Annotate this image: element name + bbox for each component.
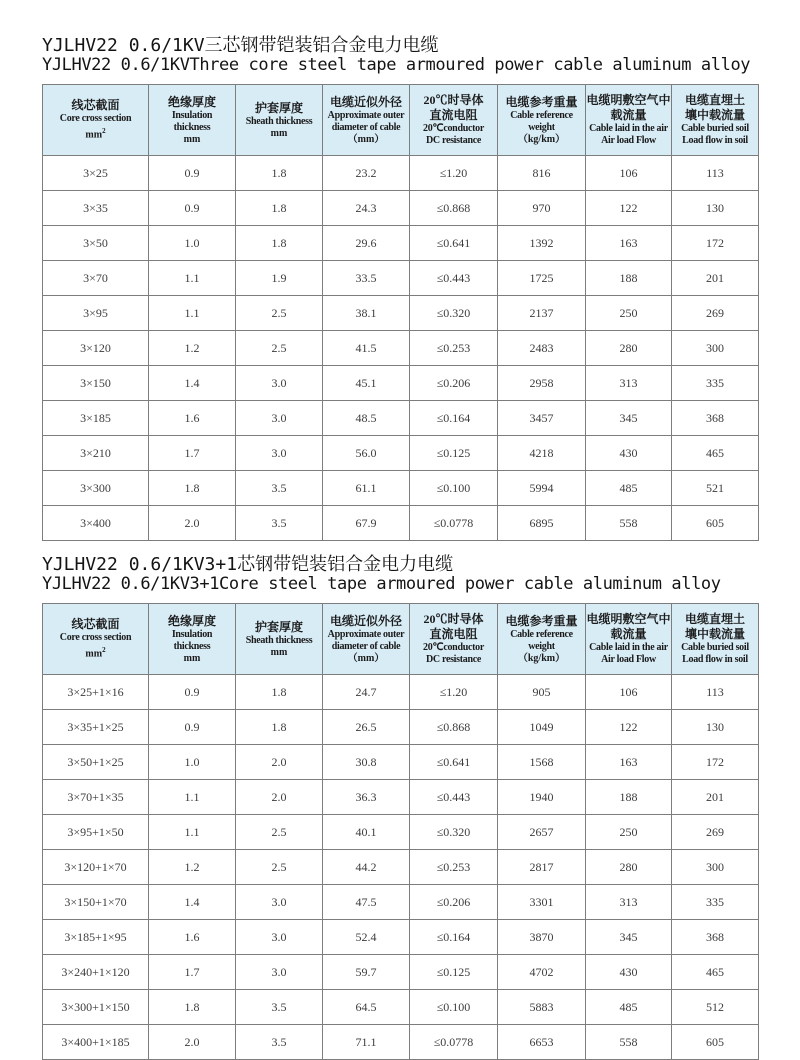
data-cell: 1.1	[149, 261, 236, 296]
data-cell: 3.0	[236, 436, 323, 471]
data-cell: 3.0	[236, 920, 323, 955]
data-cell: 3301	[498, 885, 586, 920]
header-cell: 绝缘厚度 Insulation thickness mm	[149, 604, 236, 675]
header-cell: 电缆直埋土 壤中载流量 Cable buried soil Load flow in soil	[672, 604, 759, 675]
data-cell: 1.6	[149, 401, 236, 436]
table-body	[43, 675, 759, 1060]
data-cell: 345	[586, 920, 672, 955]
data-cell: 1.0	[149, 226, 236, 261]
data-cell: 2.0	[149, 506, 236, 541]
data-cell: 3×95	[43, 296, 149, 331]
table-row	[43, 850, 759, 885]
data-cell: ≤0.164	[410, 401, 498, 436]
data-cell: 1.8	[236, 191, 323, 226]
data-cell: ≤0.868	[410, 191, 498, 226]
data-cell: 45.1	[323, 366, 410, 401]
data-cell: 1.1	[149, 296, 236, 331]
data-cell: 59.7	[323, 955, 410, 990]
data-cell: 3×50+1×25	[43, 745, 149, 780]
table-row	[43, 990, 759, 1025]
data-cell: 1.6	[149, 920, 236, 955]
data-cell: 122	[586, 191, 672, 226]
data-cell: 335	[672, 885, 759, 920]
data-cell: 4218	[498, 436, 586, 471]
data-cell: 521	[672, 471, 759, 506]
data-cell: 48.5	[323, 401, 410, 436]
data-cell: 3.0	[236, 955, 323, 990]
data-cell: 6895	[498, 506, 586, 541]
data-cell: 1.8	[236, 226, 323, 261]
data-cell: 3.0	[236, 366, 323, 401]
header-cell: 20℃时导体 直流电阻 20℃conductor DC resistance	[410, 604, 498, 675]
data-cell: 4702	[498, 955, 586, 990]
data-cell: 201	[672, 780, 759, 815]
table-row	[43, 296, 759, 331]
data-cell: 313	[586, 366, 672, 401]
data-cell: 2657	[498, 815, 586, 850]
data-cell: 24.3	[323, 191, 410, 226]
data-cell: 1049	[498, 710, 586, 745]
header-cell: 电缆直埋土 壤中载流量 Cable buried soil Load flow in soil	[672, 85, 759, 156]
data-cell: 3×25+1×16	[43, 675, 149, 710]
data-cell: 1.9	[236, 261, 323, 296]
data-cell: 40.1	[323, 815, 410, 850]
data-cell: 2.5	[236, 296, 323, 331]
data-cell: 3×120+1×70	[43, 850, 149, 885]
data-cell: 0.9	[149, 675, 236, 710]
data-cell: 465	[672, 436, 759, 471]
data-cell: ≤0.641	[410, 226, 498, 261]
header-cell: 电缆近似外径 Approximate outer diameter of cable （mm）	[323, 604, 410, 675]
data-cell: 30.8	[323, 745, 410, 780]
table-row	[43, 366, 759, 401]
data-cell: 485	[586, 990, 672, 1025]
data-cell: 269	[672, 815, 759, 850]
data-cell: 113	[672, 156, 759, 191]
data-cell: 3×185	[43, 401, 149, 436]
data-cell: 1568	[498, 745, 586, 780]
table2-title-zh: YJLHV22 0.6/1KV3+1芯钢带铠装铝合金电力电缆	[42, 554, 454, 575]
table-row	[43, 506, 759, 541]
data-cell: 71.1	[323, 1025, 410, 1060]
data-cell: 1.0	[149, 745, 236, 780]
data-cell: 1725	[498, 261, 586, 296]
header-cell: 护套厚度 Sheath thickness mm	[236, 85, 323, 156]
data-cell: 1.7	[149, 436, 236, 471]
header-cell: 电缆明敷空气中 载流量 Cable laid in the air Air load Flow	[586, 604, 672, 675]
data-cell: ≤0.443	[410, 780, 498, 815]
data-cell: 300	[672, 331, 759, 366]
data-cell: 3×240+1×120	[43, 955, 149, 990]
data-cell: 1392	[498, 226, 586, 261]
table1-title-zh: YJLHV22 0.6/1KV三芯钢带铠装铝合金电力电缆	[42, 35, 439, 56]
data-cell: 3×95+1×50	[43, 815, 149, 850]
data-cell: 430	[586, 955, 672, 990]
table1-title	[42, 36, 758, 74]
data-cell: 558	[586, 506, 672, 541]
header-cell: 电缆参考重量 Cable reference weight （kg/km）	[498, 604, 586, 675]
data-cell: 3×70	[43, 261, 149, 296]
data-cell: 172	[672, 226, 759, 261]
data-cell: 26.5	[323, 710, 410, 745]
header-cell: 绝缘厚度 Insulation thickness mm	[149, 85, 236, 156]
data-cell: ≤0.868	[410, 710, 498, 745]
data-cell: 3.5	[236, 506, 323, 541]
data-cell: 3×35	[43, 191, 149, 226]
data-cell: 1940	[498, 780, 586, 815]
data-cell: 905	[498, 675, 586, 710]
data-cell: 1.8	[149, 471, 236, 506]
data-cell: ≤0.125	[410, 955, 498, 990]
data-cell: 3.5	[236, 990, 323, 1025]
table-row	[43, 675, 759, 710]
data-cell: 512	[672, 990, 759, 1025]
data-cell: 24.7	[323, 675, 410, 710]
data-cell: 1.8	[236, 710, 323, 745]
data-cell: 2958	[498, 366, 586, 401]
table-row	[43, 780, 759, 815]
data-cell: 3×35+1×25	[43, 710, 149, 745]
data-cell: 3×120	[43, 331, 149, 366]
header-cell: 线芯截面 Core cross section $mm^2$	[43, 604, 149, 675]
data-cell: 465	[672, 955, 759, 990]
data-cell: 3×70+1×35	[43, 780, 149, 815]
data-cell: 47.5	[323, 885, 410, 920]
data-cell: 38.1	[323, 296, 410, 331]
table-row	[43, 331, 759, 366]
data-cell: 3.5	[236, 471, 323, 506]
table-row	[43, 191, 759, 226]
data-cell: 0.9	[149, 156, 236, 191]
data-cell: 122	[586, 710, 672, 745]
data-cell: 33.5	[323, 261, 410, 296]
data-cell: 1.1	[149, 815, 236, 850]
data-cell: 970	[498, 191, 586, 226]
data-cell: 56.0	[323, 436, 410, 471]
data-cell: 188	[586, 261, 672, 296]
table-body	[43, 156, 759, 541]
table-row	[43, 226, 759, 261]
data-cell: 1.7	[149, 955, 236, 990]
table-row	[43, 156, 759, 191]
table-row	[43, 261, 759, 296]
data-cell: 0.9	[149, 191, 236, 226]
data-cell: 3×400+1×185	[43, 1025, 149, 1060]
data-cell: 3×150	[43, 366, 149, 401]
data-cell: 41.5	[323, 331, 410, 366]
data-cell: 106	[586, 156, 672, 191]
table-row	[43, 920, 759, 955]
data-cell: 3.0	[236, 885, 323, 920]
data-cell: 2.0	[236, 745, 323, 780]
data-cell: ≤0.125	[410, 436, 498, 471]
data-cell: 3×400	[43, 506, 149, 541]
data-cell: 3457	[498, 401, 586, 436]
data-cell: ≤0.253	[410, 331, 498, 366]
table-row	[43, 745, 759, 780]
data-cell: 1.8	[236, 675, 323, 710]
table-header	[43, 85, 759, 156]
data-cell: ≤0.320	[410, 815, 498, 850]
data-cell: 106	[586, 675, 672, 710]
data-cell: 430	[586, 436, 672, 471]
data-cell: 558	[586, 1025, 672, 1060]
data-cell: 67.9	[323, 506, 410, 541]
data-cell: 0.9	[149, 710, 236, 745]
table-row	[43, 1025, 759, 1060]
data-cell: 300	[672, 850, 759, 885]
data-cell: 61.1	[323, 471, 410, 506]
table-row	[43, 471, 759, 506]
data-cell: 368	[672, 401, 759, 436]
header-cell: 护套厚度 Sheath thickness mm	[236, 604, 323, 675]
data-cell: 3×300+1×150	[43, 990, 149, 1025]
data-cell: ≤0.100	[410, 990, 498, 1025]
data-cell: 2.0	[236, 780, 323, 815]
data-cell: 335	[672, 366, 759, 401]
data-cell: 368	[672, 920, 759, 955]
table1-title-en: YJLHV22 0.6/1KVThree core steel tape armoured power cable aluminum alloy	[42, 55, 751, 75]
data-cell: 3×25	[43, 156, 149, 191]
data-cell: ≤0.164	[410, 920, 498, 955]
header-cell: 电缆近似外径 Approximate outer diameter of cable （mm）	[323, 85, 410, 156]
data-cell: 52.4	[323, 920, 410, 955]
data-cell: ≤0.443	[410, 261, 498, 296]
table-row	[43, 815, 759, 850]
data-cell: 313	[586, 885, 672, 920]
data-cell: 44.2	[323, 850, 410, 885]
table-row	[43, 436, 759, 471]
data-cell: 605	[672, 1025, 759, 1060]
data-cell: 3×300	[43, 471, 149, 506]
data-cell: 172	[672, 745, 759, 780]
data-cell: 3.5	[236, 1025, 323, 1060]
data-cell: 2483	[498, 331, 586, 366]
data-cell: ≤0.320	[410, 296, 498, 331]
header-cell: 电缆明敷空气中 载流量 Cable laid in the air Air load Flow	[586, 85, 672, 156]
data-cell: 113	[672, 675, 759, 710]
data-cell: 2.5	[236, 331, 323, 366]
data-cell: 3×150+1×70	[43, 885, 149, 920]
data-cell: 345	[586, 401, 672, 436]
data-cell: 2137	[498, 296, 586, 331]
header-cell: 20℃时导体 直流电阻 20℃conductor DC resistance	[410, 85, 498, 156]
table-row	[43, 955, 759, 990]
data-cell: 3×210	[43, 436, 149, 471]
data-cell: ≤1.20	[410, 156, 498, 191]
table-header	[43, 604, 759, 675]
cable-spec-table-3plus1core	[42, 603, 759, 1060]
data-cell: 3×50	[43, 226, 149, 261]
header-cell: 线芯截面 Core cross section $mm^2$	[43, 85, 149, 156]
data-cell: 5994	[498, 471, 586, 506]
data-cell: 201	[672, 261, 759, 296]
data-cell: 2817	[498, 850, 586, 885]
table2-title	[42, 555, 758, 593]
data-cell: 1.2	[149, 850, 236, 885]
data-cell: ≤0.641	[410, 745, 498, 780]
data-cell: 1.8	[236, 156, 323, 191]
data-cell: 5883	[498, 990, 586, 1025]
table-row	[43, 710, 759, 745]
table-row	[43, 401, 759, 436]
header-cell: 电缆参考重量 Cable reference weight （kg/km）	[498, 85, 586, 156]
data-cell: 130	[672, 191, 759, 226]
data-cell: 269	[672, 296, 759, 331]
data-cell: ≤0.100	[410, 471, 498, 506]
data-cell: ≤0.206	[410, 366, 498, 401]
data-cell: 6653	[498, 1025, 586, 1060]
data-cell: 130	[672, 710, 759, 745]
data-cell: 188	[586, 780, 672, 815]
data-cell: 2.5	[236, 850, 323, 885]
data-cell: ≤0.0778	[410, 1025, 498, 1060]
data-cell: ≤0.253	[410, 850, 498, 885]
data-cell: 3.0	[236, 401, 323, 436]
data-cell: 1.8	[149, 990, 236, 1025]
data-cell: 3×185+1×95	[43, 920, 149, 955]
data-cell: ≤1.20	[410, 675, 498, 710]
data-cell: 1.2	[149, 331, 236, 366]
data-cell: 36.3	[323, 780, 410, 815]
data-cell: 250	[586, 296, 672, 331]
data-cell: 250	[586, 815, 672, 850]
data-cell: ≤0.206	[410, 885, 498, 920]
data-cell: 64.5	[323, 990, 410, 1025]
table-row	[43, 885, 759, 920]
data-cell: 2.0	[149, 1025, 236, 1060]
data-cell: 29.6	[323, 226, 410, 261]
data-cell: 2.5	[236, 815, 323, 850]
data-cell: 280	[586, 331, 672, 366]
page	[42, 0, 758, 1060]
data-cell: 23.2	[323, 156, 410, 191]
table2-title-en: YJLHV22 0.6/1KV3+1Core steel tape armoured power cable aluminum alloy	[42, 574, 721, 594]
data-cell: 1.4	[149, 885, 236, 920]
data-cell: 485	[586, 471, 672, 506]
data-cell: 280	[586, 850, 672, 885]
data-cell: 605	[672, 506, 759, 541]
data-cell: 3870	[498, 920, 586, 955]
data-cell: 163	[586, 745, 672, 780]
data-cell: 163	[586, 226, 672, 261]
data-cell: 1.4	[149, 366, 236, 401]
data-cell: ≤0.0778	[410, 506, 498, 541]
cable-spec-table-3core	[42, 84, 759, 541]
data-cell: 1.1	[149, 780, 236, 815]
data-cell: 816	[498, 156, 586, 191]
